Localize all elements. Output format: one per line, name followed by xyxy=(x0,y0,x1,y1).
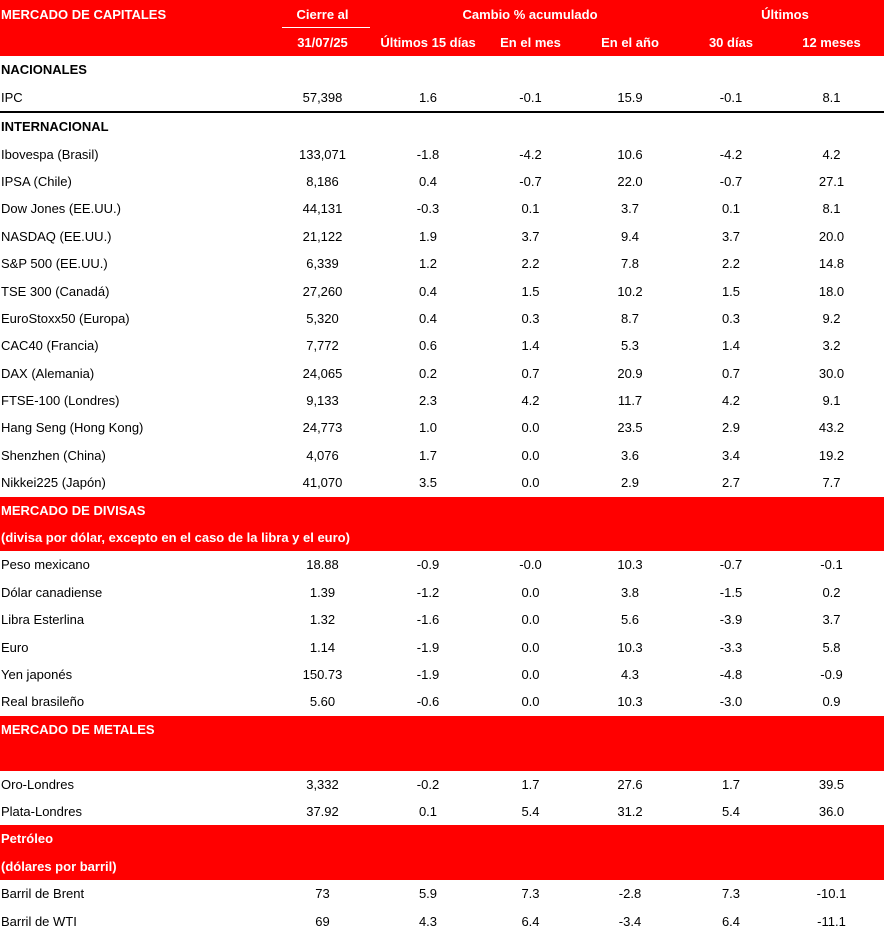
table-row xyxy=(0,360,884,387)
section-spacer-metales xyxy=(0,743,884,770)
table-row xyxy=(0,442,884,469)
close-value: 3,332 xyxy=(306,776,339,792)
row-name: Barril de WTI xyxy=(1,913,77,929)
last-12m: -0.1 xyxy=(820,557,843,573)
row-name: Real brasileño xyxy=(1,694,85,710)
change-month: 0.1 xyxy=(521,201,540,217)
change-15d: 2.3 xyxy=(418,393,438,409)
last-12m: 8.1 xyxy=(822,89,841,105)
change-15d: 0.2 xyxy=(418,365,438,381)
last-30d: 3.7 xyxy=(721,228,741,244)
last-30d: 0.3 xyxy=(721,310,741,326)
last-12m: 14.8 xyxy=(818,256,845,272)
change-15d: -1.2 xyxy=(416,584,440,600)
change-month: -0.7 xyxy=(519,173,542,189)
change-year: 3.8 xyxy=(620,584,640,600)
last-30d: 1.4 xyxy=(721,338,741,354)
change-year: 23.5 xyxy=(617,420,643,436)
table-row xyxy=(0,579,884,606)
change-year: 9.4 xyxy=(620,228,640,244)
last-12m: 27.1 xyxy=(818,173,845,189)
table-row xyxy=(0,387,884,414)
change-15d: -0.3 xyxy=(416,201,440,217)
row-name: Yen japonés xyxy=(1,666,73,682)
table-row xyxy=(0,332,884,359)
change-month: 2.2 xyxy=(521,256,540,272)
change-month: 0.0 xyxy=(521,420,540,436)
change-15d: -0.9 xyxy=(416,557,440,573)
last-30d: 0.1 xyxy=(721,201,741,217)
close-value: 5.60 xyxy=(309,694,336,710)
change-year: 2.9 xyxy=(620,475,640,491)
row-name: Ibovespa (Brasil) xyxy=(1,146,99,162)
change-15d: 1.7 xyxy=(418,447,438,463)
change-year: 3.7 xyxy=(620,201,640,217)
last-30d: 0.7 xyxy=(721,365,741,381)
close-value: 4,076 xyxy=(306,447,339,463)
change-month: 0.0 xyxy=(521,584,540,600)
table-row xyxy=(0,469,884,496)
row-name: FTSE-100 (Londres) xyxy=(1,393,120,409)
row-name: Libra Esterlina xyxy=(1,612,85,628)
section-label-nacionales xyxy=(0,56,884,83)
change-15d: 1.6 xyxy=(418,89,438,105)
change-15d: -1.8 xyxy=(416,146,440,162)
last-30d: 2.7 xyxy=(721,475,741,491)
change-month: 1.5 xyxy=(521,283,540,299)
table-row xyxy=(0,908,884,935)
last-12m: -0.9 xyxy=(820,666,843,682)
change-year: 10.2 xyxy=(617,283,643,299)
change-15d: 1.9 xyxy=(418,228,438,244)
change-month: 1.4 xyxy=(521,338,540,354)
close-value: 7,772 xyxy=(306,338,339,354)
row-name: TSE 300 (Canadá) xyxy=(1,283,110,299)
last-30d: 1.7 xyxy=(721,776,741,792)
change-year: 7.8 xyxy=(620,256,640,272)
close-value: 8,186 xyxy=(306,173,339,189)
change-15d: -0.6 xyxy=(416,694,440,710)
row-name: CAC40 (Francia) xyxy=(1,338,99,354)
last-12m: -11.1 xyxy=(817,913,846,929)
header-underline xyxy=(282,27,370,28)
section-title: Petróleo xyxy=(1,831,54,847)
change-month: -0.1 xyxy=(519,89,542,105)
change-15d: 3.5 xyxy=(418,475,438,491)
change-15d: 5.9 xyxy=(418,886,438,902)
col-header-anio: En el año xyxy=(601,35,659,50)
row-name: S&P 500 (EE.UU.) xyxy=(1,256,108,272)
last-12m: 5.8 xyxy=(822,639,841,655)
table-row xyxy=(0,195,884,222)
section-title: MERCADO DE METALES xyxy=(1,721,155,737)
row-name: DAX (Alemania) xyxy=(1,365,95,381)
change-month: 3.7 xyxy=(521,228,540,244)
last-30d: -0.7 xyxy=(719,173,743,189)
table-row xyxy=(0,661,884,688)
change-year: 15.9 xyxy=(617,89,643,105)
table-row xyxy=(0,278,884,305)
change-month: 1.7 xyxy=(521,776,540,792)
section-title: INTERNACIONAL xyxy=(1,119,109,135)
close-date-label-top: Cierre al xyxy=(296,7,349,22)
close-value: 5,320 xyxy=(306,310,339,326)
last-30d: 4.2 xyxy=(721,393,741,409)
change-month: 0.3 xyxy=(521,310,540,326)
change-15d: -1.9 xyxy=(416,639,440,655)
last-30d: 2.2 xyxy=(721,256,741,272)
last-12m: 0.9 xyxy=(822,694,841,710)
table-row xyxy=(0,771,884,798)
last-12m: 43.2 xyxy=(818,420,845,436)
change-month: 0.0 xyxy=(521,639,540,655)
change-15d: -1.6 xyxy=(416,612,440,628)
close-value: 73 xyxy=(315,886,330,902)
change-15d: 0.4 xyxy=(418,283,438,299)
last-30d: -4.2 xyxy=(719,146,743,162)
close-value: 41,070 xyxy=(302,475,343,491)
change-year: 5.6 xyxy=(620,612,640,628)
row-name: Euro xyxy=(1,639,29,655)
change-month: 6.4 xyxy=(521,913,540,929)
close-value: 1.14 xyxy=(309,639,336,655)
section-label-divisas xyxy=(0,497,884,524)
last-12m: 4.2 xyxy=(822,146,841,162)
row-name: NASDAQ (EE.UU.) xyxy=(1,228,112,244)
close-value: 27,260 xyxy=(302,283,343,299)
table-row xyxy=(0,688,884,715)
col-header-mes: En el mes xyxy=(500,35,561,50)
change-month: 0.0 xyxy=(521,666,540,682)
table-row xyxy=(0,141,884,168)
header-row-2 xyxy=(0,29,884,56)
row-name: Nikkei225 (Japón) xyxy=(1,475,106,491)
table-title: MERCADO DE CAPITALES xyxy=(1,7,167,22)
change-group-header: Cambio % acumulado xyxy=(462,7,598,22)
table-row xyxy=(0,798,884,825)
last-12m: 30.0 xyxy=(818,365,845,381)
change-year: 22.0 xyxy=(617,173,643,189)
col-header-12m: 12 meses xyxy=(802,35,861,50)
row-name: Dow Jones (EE.UU.) xyxy=(1,201,121,217)
change-year: 10.6 xyxy=(617,146,643,162)
last-30d: 3.4 xyxy=(721,447,741,463)
change-15d: -1.9 xyxy=(416,666,440,682)
row-name: IPC xyxy=(1,89,23,105)
change-year: 31.2 xyxy=(617,803,643,819)
last-12m: 0.2 xyxy=(822,584,841,600)
last-12m: 36.0 xyxy=(818,803,845,819)
change-year: 5.3 xyxy=(620,338,640,354)
table-row xyxy=(0,414,884,441)
change-year: 10.3 xyxy=(617,694,643,710)
change-month: 4.2 xyxy=(521,393,540,409)
row-name: Barril de Brent xyxy=(1,886,85,902)
row-name: Hang Seng (Hong Kong) xyxy=(1,420,144,436)
table-row xyxy=(0,84,884,111)
change-year: -3.4 xyxy=(618,913,642,929)
last-30d: -1.5 xyxy=(719,584,743,600)
row-name: Peso mexicano xyxy=(1,557,90,573)
change-15d: 0.4 xyxy=(418,310,438,326)
close-value: 1.32 xyxy=(309,612,336,628)
row-name: Dólar canadiense xyxy=(1,584,103,600)
change-year: -2.8 xyxy=(618,886,642,902)
table-row xyxy=(0,168,884,195)
change-15d: 1.0 xyxy=(418,420,438,436)
change-month: -4.2 xyxy=(519,146,542,162)
last-30d: -0.1 xyxy=(719,89,743,105)
row-name: Plata-Londres xyxy=(1,803,82,819)
close-value: 44,131 xyxy=(302,201,343,217)
table-row xyxy=(0,551,884,578)
last-12m: 3.7 xyxy=(822,612,841,628)
section-label-internacional xyxy=(0,111,884,140)
change-month: -0.0 xyxy=(519,557,542,573)
change-year: 27.6 xyxy=(617,776,643,792)
table-row xyxy=(0,305,884,332)
change-year: 10.3 xyxy=(617,557,643,573)
last-30d: -3.3 xyxy=(719,639,743,655)
row-name: Shenzhen (China) xyxy=(1,447,106,463)
last-30d: -0.7 xyxy=(719,557,743,573)
close-value: 21,122 xyxy=(302,228,343,244)
close-value: 37.92 xyxy=(306,803,339,819)
change-15d: 0.1 xyxy=(418,803,438,819)
close-value: 150.73 xyxy=(302,666,343,682)
last-12m: -10.1 xyxy=(816,886,847,902)
row-name: IPSA (Chile) xyxy=(1,173,72,189)
change-15d: 4.3 xyxy=(418,913,438,929)
last-12m: 7.7 xyxy=(822,475,841,491)
table-row xyxy=(0,223,884,250)
close-value: 1.39 xyxy=(309,584,336,600)
change-year: 20.9 xyxy=(617,365,643,381)
last-12m: 18.0 xyxy=(818,283,845,299)
last-30d: -3.0 xyxy=(719,694,743,710)
last-12m: 3.2 xyxy=(822,338,841,354)
change-month: 0.0 xyxy=(521,694,540,710)
change-month: 0.7 xyxy=(521,365,540,381)
close-value: 18.88 xyxy=(306,557,339,573)
col-header-30d: 30 días xyxy=(708,35,754,50)
change-month: 0.0 xyxy=(521,447,540,463)
change-15d: 0.4 xyxy=(418,173,438,189)
close-value: 24,065 xyxy=(302,365,343,381)
last-30d: 1.5 xyxy=(721,283,741,299)
close-value: 6,339 xyxy=(306,256,339,272)
section-subtitle: (dólares por barril) xyxy=(1,858,117,874)
close-value: 133,071 xyxy=(299,146,346,162)
change-15d: -0.2 xyxy=(416,776,440,792)
last-12m: 39.5 xyxy=(818,776,845,792)
change-year: 3.6 xyxy=(620,447,640,463)
section-label-metales xyxy=(0,716,884,743)
last-30d: 5.4 xyxy=(721,803,741,819)
last-30d: -3.9 xyxy=(719,612,743,628)
section-title: MERCADO DE DIVISAS xyxy=(1,502,146,518)
close-value: 9,133 xyxy=(306,393,339,409)
section-subtitle: (divisa por dólar, excepto en el caso de la libra y el euro) xyxy=(1,530,350,546)
close-value: 24,773 xyxy=(302,420,343,436)
last-30d: 6.4 xyxy=(721,913,741,929)
change-year: 4.3 xyxy=(620,666,640,682)
close-date-label: 31/07/25 xyxy=(297,35,348,50)
change-year: 11.7 xyxy=(617,393,643,409)
last-30d: 7.3 xyxy=(721,886,741,902)
header-row-1 xyxy=(0,0,884,29)
section-label-petroleo xyxy=(0,825,884,852)
change-15d: 1.2 xyxy=(418,256,438,272)
last-12m: 20.0 xyxy=(818,228,845,244)
change-month: 0.0 xyxy=(521,612,540,628)
last-12m: 19.2 xyxy=(818,447,845,463)
row-name: EuroStoxx50 (Europa) xyxy=(1,310,130,326)
close-value: 57,398 xyxy=(302,89,343,105)
row-name: Oro-Londres xyxy=(1,776,74,792)
table-row xyxy=(0,250,884,277)
change-15d: 0.6 xyxy=(418,338,438,354)
close-value: 69 xyxy=(315,913,330,929)
last-group-header: Últimos xyxy=(761,7,809,22)
last-30d: 2.9 xyxy=(721,420,741,436)
change-year: 8.7 xyxy=(620,310,640,326)
change-month: 0.0 xyxy=(521,475,540,491)
change-month: 5.4 xyxy=(521,803,540,819)
last-30d: -4.8 xyxy=(719,666,743,682)
table-row xyxy=(0,634,884,661)
table-row xyxy=(0,880,884,907)
section-title: NACIONALES xyxy=(1,62,87,78)
last-12m: 9.1 xyxy=(822,393,841,409)
change-year: 10.3 xyxy=(617,639,643,655)
last-12m: 9.2 xyxy=(822,310,841,326)
table-row xyxy=(0,606,884,633)
col-header-15d: Últimos 15 días xyxy=(380,35,476,50)
change-month: 7.3 xyxy=(521,886,540,902)
last-12m: 8.1 xyxy=(822,201,841,217)
section-sublabel-divisas xyxy=(0,524,884,551)
section-sublabel-petroleo xyxy=(0,853,884,880)
